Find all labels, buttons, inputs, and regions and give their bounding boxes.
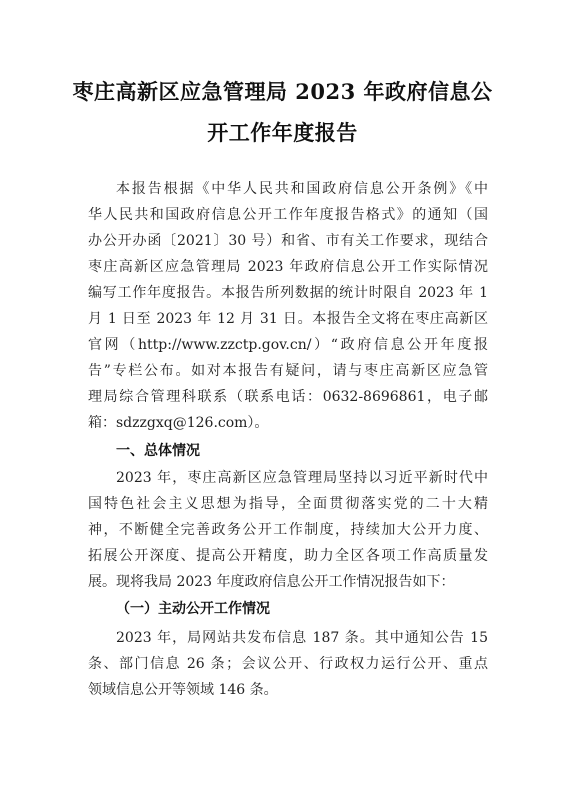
section1-line: 神，不断健全完善政务公开工作制度，持续加大公开力度、 <box>88 522 488 538</box>
section-heading-overview: 一、总体情况 <box>116 443 200 459</box>
intro-line: 本报告根据《中华人民共和国政府信息公开条例》《中 <box>116 181 488 197</box>
intro-line: 箱：sdzzgxq@126.com）。 <box>88 415 269 431</box>
section1-line: 拓展公开深度、提高公开精度，助力全区各项工作高质量发 <box>88 548 488 564</box>
section1-line: 国特色社会主义思想为指导，全面贯彻落实党的二十大精 <box>88 496 488 512</box>
intro-line: 理局综合管理科联系（联系电话：0632-8696861，电子邮 <box>88 389 488 405</box>
subsection1-line: 领域信息公开等领域 146 条。 <box>88 682 278 698</box>
section1-line: 展。现将我局 2023 年度政府信息公开工作情况报告如下： <box>88 574 455 590</box>
intro-line: 编写工作年度报告。本报告所列数据的统计时限自 2023 年 1 <box>88 285 488 301</box>
intro-line: 官网（http://www.zzctp.gov.cn/）“政府信息公开年度报 <box>88 337 488 353</box>
section1-line: 2023 年，枣庄高新区应急管理局坚持以习近平新时代中 <box>116 470 488 486</box>
document-title-line-1: 枣庄高新区应急管理局 2023 年政府信息公 <box>72 79 493 104</box>
document-title-line-2: 开工作年度报告 <box>207 120 358 145</box>
subsection1-line: 2023 年，局网站共发布信息 187 条。其中通知公告 15 <box>116 630 488 646</box>
intro-line: 告”专栏公布。如对本报告有疑问，请与枣庄高新区应急管 <box>88 363 488 379</box>
subsection-heading-active-disclosure: （一）主动公开工作情况 <box>116 601 270 617</box>
intro-line: 月 1 日至 2023 年 12 月 31 日。本报告全文将在枣庄高新区 <box>88 311 488 327</box>
intro-line: 枣庄高新区应急管理局 2023 年政府信息公开工作实际情况 <box>88 259 488 275</box>
intro-line: 华人民共和国政府信息公开工作年度报告格式》的通知（国 <box>88 207 488 223</box>
subsection1-line: 条、部门信息 26 条；会议公开、行政权力运行公开、重点 <box>88 656 488 672</box>
intro-line: 办公开办函〔2021〕30 号）和省、市有关工作要求，现结合 <box>88 233 488 249</box>
